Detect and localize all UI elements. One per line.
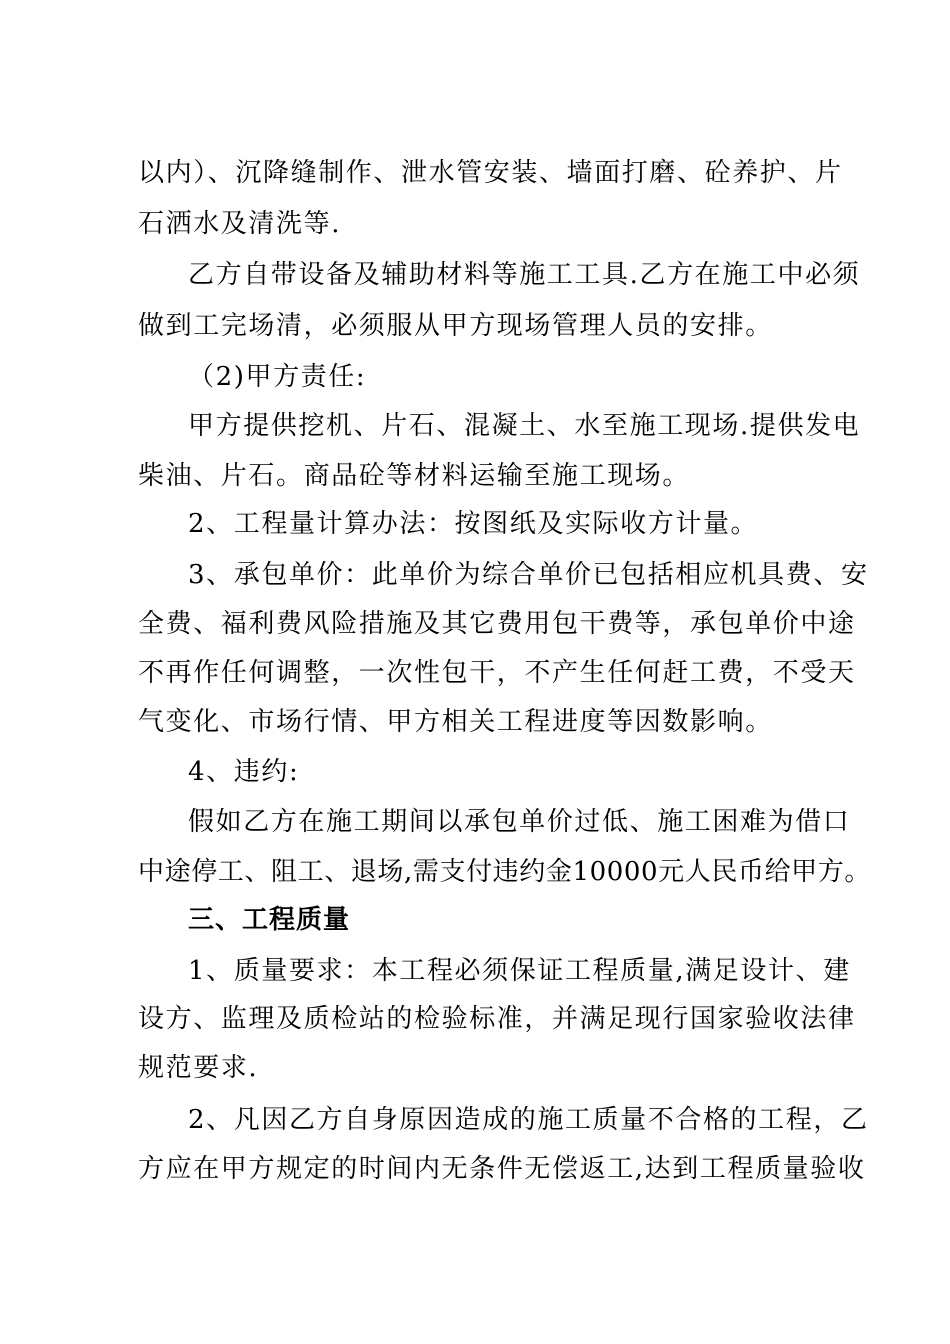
text-line: 做到工完场清，必须服从甲方现场管理人员的安排。 [138,311,773,341]
text-line: 3、承包单价：此单价为综合单价已包括相应机具费、安 [188,560,869,590]
text-line: 1、质量要求：本工程必须保证工程质量,满足设计、建 [188,956,851,986]
text-line: 全费、福利费风险措施及其它费用包干费等，承包单价中途 [138,609,856,639]
text-line: 石洒水及清洗等. [138,209,342,239]
text-line: 甲方提供挖机、片石、混凝土、水至施工现场.提供发电 [188,411,861,441]
text-line: 气变化、市场行情、甲方相关工程进度等因数影响。 [138,707,773,737]
text-line: 2、凡因乙方自身原因造成的施工质量不合格的工程，乙 [188,1105,869,1135]
text-line: 规范要求. [138,1053,259,1083]
text-line: 4、违约: [188,757,300,787]
text-line: 假如乙方在施工期间以承包单价过低、施工困难为借口 [188,807,851,837]
text-line: 中途停工、阻工、退场,需支付违约金10000元人民币给甲方。 [138,857,871,887]
text-line: 不再作任何调整，一次性包干，不产生任何赶工费，不受天 [138,658,856,688]
text-line: 乙方自带设备及辅助材料等施工工具.乙方在施工中必须 [188,260,861,290]
text-line: 设方、监理及质检站的检验标准，并满足现行国家验收法律 [138,1004,856,1034]
section-heading: 三、工程质量 [188,905,351,935]
text-line: 柴油、片石。商品砼等材料运输至施工现场。 [138,461,691,491]
text-line: 以内）、沉降缝制作、泄水管安装、墙面打磨、砼养护、片 [138,158,843,188]
section-subheading: （2)甲方责任: [188,362,367,392]
text-line: 2、工程量计算办法：按图纸及实际收方计量。 [188,509,759,539]
text-line: 方应在甲方规定的时间内无条件无偿返工,达到工程质量验收 [138,1154,866,1184]
